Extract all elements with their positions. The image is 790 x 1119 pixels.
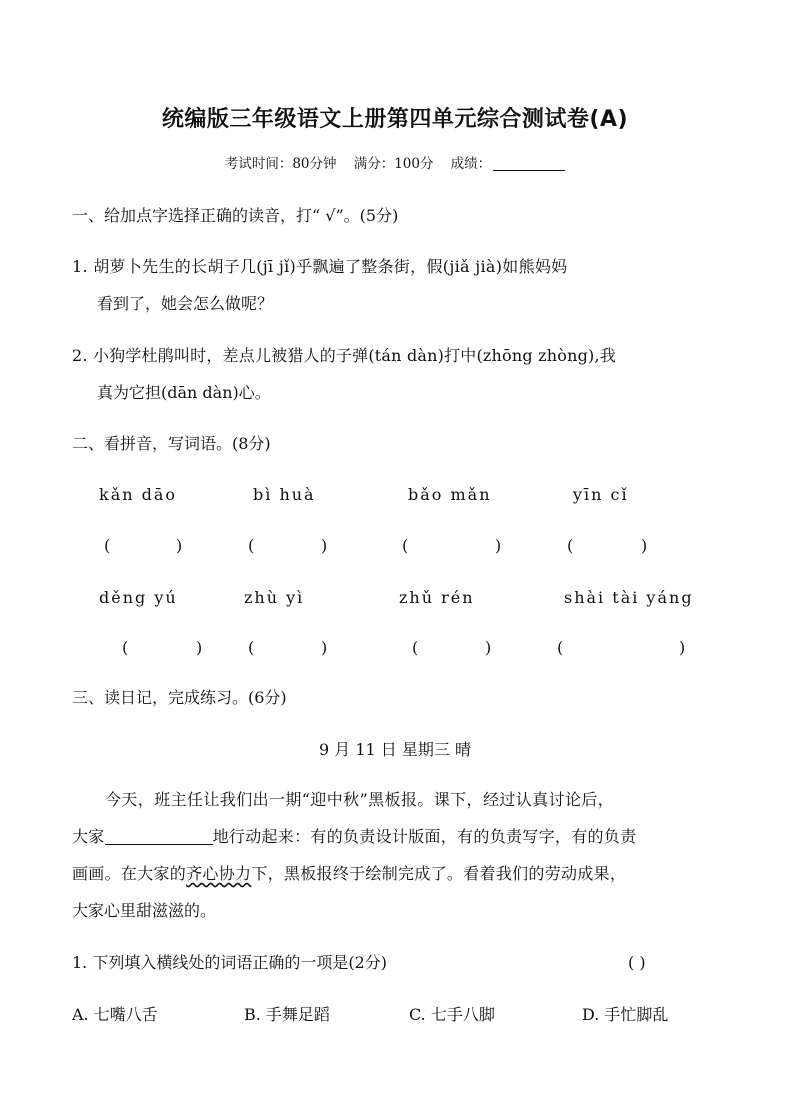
answer-open-paren: ( <box>248 536 255 555</box>
option-b[interactable]: B. 手舞足蹈 <box>244 1005 330 1024</box>
option-d[interactable]: D. 手忙脚乱 <box>582 1005 669 1024</box>
section1-q2-line2: 真为它担(dān dàn)心。 <box>97 383 271 402</box>
pinyin-1: kǎn dāo <box>99 485 178 504</box>
time-label: 考试时间：80分钟 <box>224 156 337 172</box>
option-c[interactable]: C. 七手八脚 <box>409 1005 495 1024</box>
answer-open-paren: ( <box>567 536 574 555</box>
answer-close-paren: ) <box>321 638 328 657</box>
answer-open-paren: ( <box>122 638 129 657</box>
grade-blank[interactable] <box>493 156 565 171</box>
score-label: 满分：100分 <box>353 156 434 172</box>
answer-open-paren: ( <box>402 536 409 555</box>
answer-open-paren: ( <box>557 638 564 657</box>
diary-line4: 大家心里甜滋滋的。 <box>72 901 217 920</box>
section1-heading: 一、给加点字选择正确的读音，打“ √”。(5分) <box>72 206 399 225</box>
diary-line3 <box>72 864 626 884</box>
answer-open-paren: ( <box>412 638 419 657</box>
section3-q1: 1. 下列填入横线处的词语正确的一项是(2分) <box>72 953 388 972</box>
section3-heading: 三、读日记，完成练习。(6分) <box>72 688 287 707</box>
pinyin-7: zhǔ rén <box>399 588 475 607</box>
answer-open-paren: ( <box>248 638 255 657</box>
answer-close-paren: ) <box>196 638 203 657</box>
pinyin-5: děng yú <box>99 588 178 607</box>
answer-paren[interactable]: ( ) <box>628 953 646 972</box>
diary-line2-end: 地行动起来：有的负责设计版面，有的负责写字，有的负责 <box>212 827 637 846</box>
pinyin-4: yīn cǐ <box>573 485 629 504</box>
diary-line1: 今天，班主任让我们出一期“迎中秋”黑板报。课下，经过认真讨论后， <box>105 790 615 809</box>
diary-line2 <box>72 827 636 847</box>
diary-date: 9 月 11 日 星期三 晴 <box>319 740 471 759</box>
grade-label: 成绩： <box>450 156 492 172</box>
pinyin-8: shài tài yáng <box>564 588 694 607</box>
pinyin-2: bì huà <box>253 485 316 504</box>
answer-close-paren: ) <box>679 638 686 657</box>
answer-close-paren: ) <box>485 638 492 657</box>
answer-close-paren: ) <box>641 536 648 555</box>
answer-close-paren: ) <box>176 536 183 555</box>
pinyin-3: bǎo mǎn <box>408 485 492 504</box>
page-title: 统编版三年级语文上册第四单元综合测试卷(A) <box>161 107 629 132</box>
section1-q1-line2: 看到了，她会怎么做呢？ <box>97 294 274 313</box>
section1-q1-line1: 1. 胡萝卜先生的长胡子几(jī jǐ)乎飘遍了整条街，假(jiǎ jià)如熊妈妈 <box>72 257 568 276</box>
exam-info <box>0 154 790 174</box>
diary-line2-start: 大家 <box>72 827 105 846</box>
section2-heading: 二、看拼音，写词语。(8分) <box>72 434 271 453</box>
diary-line3-start: 画画。在大家的 <box>72 864 187 883</box>
answer-open-paren: ( <box>104 536 111 555</box>
option-a[interactable]: A. 七嘴八舌 <box>72 1005 158 1024</box>
fill-in-blank[interactable] <box>105 828 213 845</box>
answer-close-paren: ) <box>495 536 502 555</box>
diary-line3-end: 下，黑板报终于绘制完成了。看着我们的劳动成果， <box>251 864 627 883</box>
underlined-phrase: 齐心协力 <box>186 864 252 883</box>
pinyin-6: zhù yì <box>244 588 305 607</box>
answer-close-paren: ) <box>321 536 328 555</box>
section1-q2-line1: 2. 小狗学杜鹃叫时，差点儿被猎人的子弹(tán dàn)打中(zhōng zhòng),我 <box>72 346 616 365</box>
